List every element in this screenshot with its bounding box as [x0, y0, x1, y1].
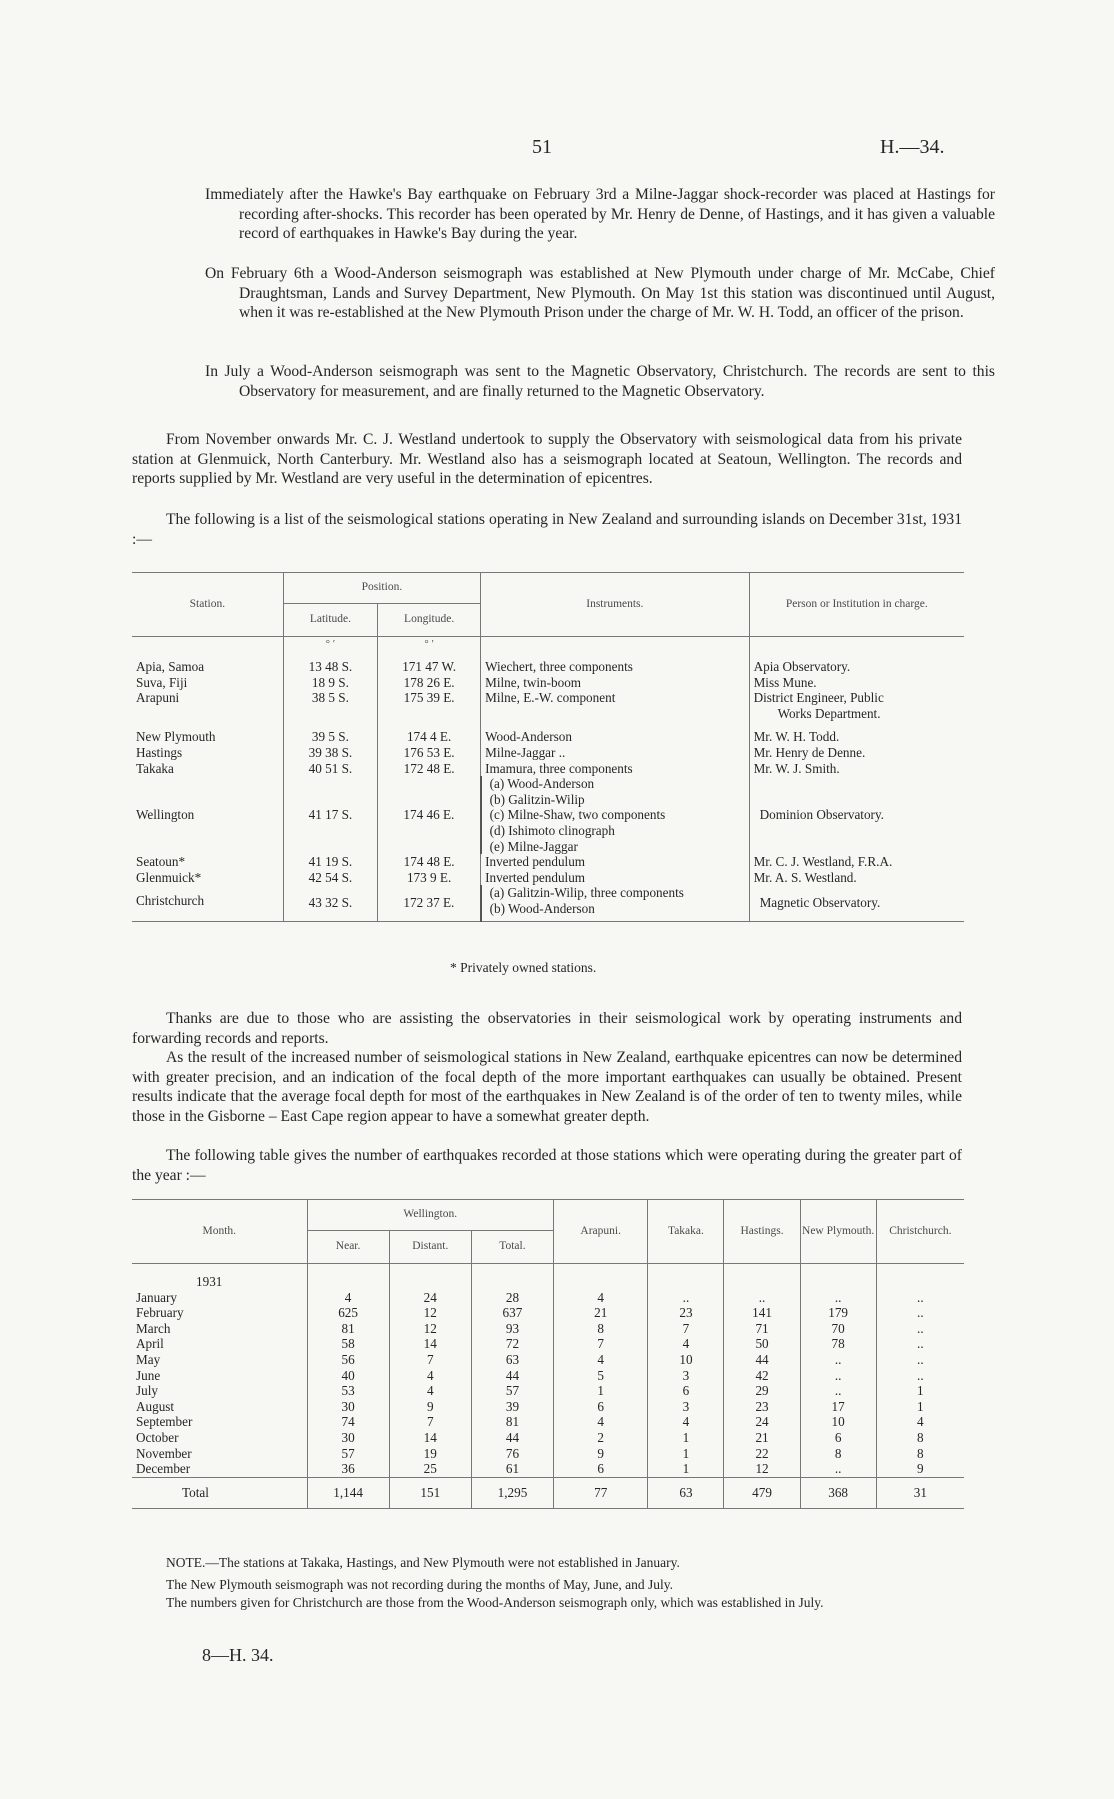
paragraph-station-list-intro: The following is a list of the seismological stations operating in New Zealand and surrounding islands on December 31st, 1931 :—	[132, 511, 962, 548]
station-instruments: Imamura, three components	[481, 761, 749, 777]
station-instruments: Milne-Jaggar ..	[481, 745, 749, 761]
total-cell: 44	[471, 1368, 553, 1384]
new-plymouth-cell: ..	[800, 1352, 876, 1368]
station-instruments	[481, 885, 749, 921]
table-row	[132, 1368, 964, 1384]
total-takaka: 63	[648, 1477, 724, 1508]
hastings-cell: 42	[724, 1368, 800, 1384]
table-row	[132, 1321, 964, 1337]
total-cell: 81	[471, 1414, 553, 1430]
note-1: NOTE.—The stations at Takaka, Hastings, and New Plymouth were not established in January.	[166, 1555, 680, 1570]
total-cell: 39	[471, 1399, 553, 1415]
total-cell: 76	[471, 1446, 553, 1462]
station-name: New Plymouth	[136, 729, 216, 745]
christchurch-cell: 8	[876, 1430, 964, 1446]
near-cell: 81	[307, 1321, 389, 1337]
station-instruments	[481, 776, 749, 854]
new-plymouth-cell: 70	[800, 1321, 876, 1337]
table-row	[132, 659, 964, 675]
station-person: Mr. C. J. Westland, F.R.A.	[749, 854, 964, 870]
month-cell: September	[136, 1414, 193, 1430]
station-latitude: 38 5 S.	[283, 690, 377, 721]
hastings-cell: 12	[724, 1461, 800, 1477]
hastings-cell: 22	[724, 1446, 800, 1462]
table-row	[132, 1305, 964, 1321]
instrument-line: (b) Wood-Anderson	[489, 900, 595, 916]
instrument-line: (c) Milne-Shaw, two components	[489, 807, 666, 823]
paragraph-hastings: Immediately after the Hawke's Bay earthquake on February 3rd a Milne-Jaggar shock-recorder was placed at Hastings for recording after-shocks. This recorder has been operated by Mr. Henry de Denne, of Hastings, and it has given a valuable record of earthquakes in Hawke's Bay during the year.	[205, 186, 995, 242]
table-row	[132, 1336, 964, 1352]
distant-cell: 14	[389, 1430, 471, 1446]
hastings-cell: 24	[724, 1414, 800, 1430]
header-month: Month.	[202, 1224, 237, 1237]
near-cell: 30	[307, 1430, 389, 1446]
hastings-cell: 44	[724, 1352, 800, 1368]
month-cell: November	[136, 1445, 192, 1461]
document-reference: H.—34.	[880, 136, 945, 158]
new-plymouth-cell: ..	[800, 1368, 876, 1384]
station-instruments: Inverted pendulum	[481, 870, 749, 886]
station-instruments: Inverted pendulum	[481, 854, 749, 870]
header-latitude: Latitude.	[283, 604, 377, 637]
near-cell: 625	[307, 1305, 389, 1321]
new-plymouth-cell: 10	[800, 1414, 876, 1430]
hastings-cell: 50	[724, 1336, 800, 1352]
christchurch-cell: 1	[876, 1383, 964, 1399]
total-cell: 28	[471, 1290, 553, 1306]
header-hastings: Hastings.	[724, 1200, 800, 1264]
note-3: The numbers given for Christchurch are those from the Wood-Anderson seismograph only, which was established in July.	[166, 1595, 824, 1610]
station-name: Glenmuick*	[136, 869, 202, 885]
near-cell: 53	[307, 1383, 389, 1399]
month-cell: December	[136, 1461, 191, 1477]
table-row	[132, 854, 964, 870]
station-latitude: 41 17 S.	[283, 776, 377, 854]
takaka-cell: 1	[648, 1446, 724, 1462]
station-longitude: 175 39 E.	[378, 690, 481, 721]
table-row	[132, 870, 964, 886]
instrument-line: (e) Milne-Jaggar	[489, 838, 578, 854]
hastings-cell: ..	[724, 1290, 800, 1306]
station-name: Hastings	[136, 744, 183, 760]
month-cell: August	[136, 1398, 175, 1414]
station-name: Arapuni	[136, 690, 180, 706]
station-instruments: Milne, E.-W. component	[481, 690, 749, 721]
new-plymouth-cell: 78	[800, 1336, 876, 1352]
station-name: Wellington	[136, 807, 195, 823]
christchurch-cell: 9	[876, 1461, 964, 1477]
takaka-cell: 23	[648, 1305, 724, 1321]
table-row	[132, 776, 964, 854]
station-latitude: 42 54 S.	[283, 870, 377, 886]
station-person: Apia Observatory.	[749, 659, 964, 675]
header-position: Position.	[283, 573, 480, 604]
paragraph-epicentres: As the result of the increased number of seismological stations in New Zealand, earthquake epicentres can now be determined with greater precision, and an indication of the focal depth of the more important earthquakes can usually be obtained. Present results indicate that the average focal depth for most of the earthquakes in New Zealand is of the order of ten to twenty miles, while those in the Gisborne – East Cape region appear to have a somewhat greater depth.	[132, 1049, 962, 1125]
new-plymouth-cell: 17	[800, 1399, 876, 1415]
christchurch-cell: ..	[876, 1290, 964, 1306]
header-station: Station.	[189, 597, 226, 610]
station-longitude: 172 48 E.	[378, 761, 481, 777]
near-cell: 36	[307, 1461, 389, 1477]
month-cell: July	[136, 1383, 158, 1399]
distant-cell: 4	[389, 1383, 471, 1399]
station-instruments: Wood-Anderson	[481, 721, 749, 745]
total-new-plymouth: 368	[800, 1477, 876, 1508]
station-person: Mr. W. J. Smith.	[749, 761, 964, 777]
hastings-cell: 141	[724, 1305, 800, 1321]
total-total: 1,295	[471, 1477, 553, 1508]
distant-cell: 25	[389, 1461, 471, 1477]
arapuni-cell: 5	[554, 1368, 648, 1384]
distant-cell: 7	[389, 1414, 471, 1430]
near-cell: 74	[307, 1414, 389, 1430]
station-longitude: 171 47 W.	[378, 659, 481, 675]
total-cell: 93	[471, 1321, 553, 1337]
station-name: Suva, Fiji	[136, 674, 188, 690]
table-row	[132, 1399, 964, 1415]
table-row	[132, 745, 964, 761]
total-arapuni: 77	[554, 1477, 648, 1508]
station-longitude: 176 53 E.	[378, 745, 481, 761]
total-distant: 151	[389, 1477, 471, 1508]
station-longitude: 173 9 E.	[378, 870, 481, 886]
header-takaka: Takaka.	[648, 1200, 724, 1264]
page-number: 51	[532, 136, 552, 158]
takaka-cell: 1	[648, 1461, 724, 1477]
station-longitude: 174 4 E.	[378, 721, 481, 745]
station-name: Takaka	[136, 760, 174, 776]
total-cell: 637	[471, 1305, 553, 1321]
instrument-line: (a) Galitzin-Wilip, three components	[489, 885, 684, 901]
note-2: The New Plymouth seismograph was not recording during the months of May, June, and July.	[166, 1577, 674, 1592]
arapuni-cell: 4	[554, 1290, 648, 1306]
takaka-cell: 1	[648, 1430, 724, 1446]
station-longitude: 174 46 E.	[378, 776, 481, 854]
new-plymouth-cell: ..	[800, 1383, 876, 1399]
takaka-cell: 4	[648, 1414, 724, 1430]
total-hastings: 479	[724, 1477, 800, 1508]
month-cell: October	[136, 1429, 179, 1445]
month-cell: February	[136, 1305, 184, 1321]
distant-cell: 7	[389, 1352, 471, 1368]
table-row	[132, 1430, 964, 1446]
total-cell: 61	[471, 1461, 553, 1477]
takaka-cell: 4	[648, 1336, 724, 1352]
near-cell: 56	[307, 1352, 389, 1368]
arapuni-cell: 7	[554, 1336, 648, 1352]
total-cell: 72	[471, 1336, 553, 1352]
month-cell: May	[136, 1351, 161, 1367]
latitude-units: ° ′	[283, 637, 377, 660]
station-latitude: 41 19 S.	[283, 854, 377, 870]
distant-cell: 19	[389, 1446, 471, 1462]
stations-footnote: * Privately owned stations.	[450, 960, 597, 975]
christchurch-cell: 4	[876, 1414, 964, 1430]
station-name: Seatoun*	[136, 854, 186, 870]
station-person: Miss Mune.	[749, 675, 964, 691]
station-person: Dominion Observatory.	[749, 776, 964, 854]
christchurch-cell: ..	[876, 1305, 964, 1321]
near-cell: 58	[307, 1336, 389, 1352]
takaka-cell: 7	[648, 1321, 724, 1337]
takaka-cell: 3	[648, 1399, 724, 1415]
arapuni-cell: 1	[554, 1383, 648, 1399]
table-row	[132, 675, 964, 691]
paragraph-thanks: Thanks are due to those who are assisting the observatories in their seismological work by operating instruments and forwarding records and reports.	[132, 1010, 962, 1047]
station-longitude: 174 48 E.	[378, 854, 481, 870]
station-latitude: 43 32 S.	[283, 885, 377, 921]
station-longitude: 178 26 E.	[378, 675, 481, 691]
month-cell: March	[136, 1320, 171, 1336]
paragraph-new-plymouth: On February 6th a Wood-Anderson seismograph was established at New Plymouth under charge of Mr. McCabe, Chief Draughtsman, Lands and Survey Department, New Plymouth. On May 1st this station was discontinued until August, when it was re-established at the New Plymouth Prison under the charge of Mr. W. H. Todd, an officer of the prison.	[205, 265, 995, 321]
table-total-row	[132, 1477, 964, 1508]
month-cell: April	[136, 1336, 164, 1352]
christchurch-cell: ..	[876, 1352, 964, 1368]
arapuni-cell: 9	[554, 1446, 648, 1462]
total-cell: 57	[471, 1383, 553, 1399]
station-name: Apia, Samoa	[136, 659, 205, 674]
total-christchurch: 31	[876, 1477, 964, 1508]
arapuni-cell: 8	[554, 1321, 648, 1337]
page-signature: 8—H. 34.	[202, 1645, 274, 1665]
station-person: Magnetic Observatory.	[749, 885, 964, 921]
near-cell: 4	[307, 1290, 389, 1306]
arapuni-cell: 4	[554, 1352, 648, 1368]
header-instruments: Instruments.	[481, 573, 749, 637]
christchurch-cell: 1	[876, 1399, 964, 1415]
header-arapuni: Arapuni.	[554, 1200, 648, 1264]
new-plymouth-cell: 179	[800, 1305, 876, 1321]
takaka-cell: ..	[648, 1290, 724, 1306]
total-label: Total	[182, 1484, 209, 1500]
month-cell: June	[136, 1367, 161, 1383]
station-latitude: 40 51 S.	[283, 761, 377, 777]
distant-cell: 14	[389, 1336, 471, 1352]
arapuni-cell: 21	[554, 1305, 648, 1321]
new-plymouth-cell: ..	[800, 1290, 876, 1306]
new-plymouth-cell: 6	[800, 1430, 876, 1446]
hastings-cell: 23	[724, 1399, 800, 1415]
near-cell: 57	[307, 1446, 389, 1462]
table-year: 1931	[196, 1274, 223, 1289]
station-instruments: Milne, twin-boom	[481, 675, 749, 691]
header-distant: Distant.	[389, 1231, 471, 1264]
station-longitude: 172 37 E.	[378, 885, 481, 921]
table-row	[132, 1446, 964, 1462]
hastings-cell: 71	[724, 1321, 800, 1337]
month-cell: January	[136, 1289, 178, 1305]
header-person: Person or Institution in charge.	[749, 573, 964, 637]
table-row	[132, 1383, 964, 1399]
distant-cell: 9	[389, 1399, 471, 1415]
station-person	[749, 690, 964, 721]
near-cell: 40	[307, 1368, 389, 1384]
header-longitude: Longitude.	[378, 604, 481, 637]
table-row	[132, 1414, 964, 1430]
total-near: 1,144	[307, 1477, 389, 1508]
station-latitude: 13 48 S.	[283, 659, 377, 675]
distant-cell: 24	[389, 1290, 471, 1306]
christchurch-cell: ..	[876, 1368, 964, 1384]
takaka-cell: 10	[648, 1352, 724, 1368]
table-row	[132, 721, 964, 745]
header-total: Total.	[471, 1231, 553, 1264]
distant-cell: 12	[389, 1321, 471, 1337]
new-plymouth-cell: ..	[800, 1461, 876, 1477]
paragraph-earthquake-table-intro: The following table gives the number of earthquakes recorded at those stations which were operating during the greater part of the year :—	[132, 1147, 962, 1184]
station-person: Mr. A. S. Westland.	[749, 870, 964, 886]
table-row	[132, 885, 964, 921]
christchurch-cell: 8	[876, 1446, 964, 1462]
hastings-cell: 29	[724, 1383, 800, 1399]
near-cell: 30	[307, 1399, 389, 1415]
header-new-plymouth: New Plymouth.	[800, 1200, 876, 1264]
header-near: Near.	[307, 1231, 389, 1264]
arapuni-cell: 2	[554, 1430, 648, 1446]
total-cell: 44	[471, 1430, 553, 1446]
person-line: Works Department.	[777, 705, 881, 721]
arapuni-cell: 6	[554, 1399, 648, 1415]
station-person: Mr. Henry de Denne.	[749, 745, 964, 761]
header-christchurch: Christchurch.	[876, 1200, 964, 1264]
arapuni-cell: 4	[554, 1414, 648, 1430]
distant-cell: 12	[389, 1305, 471, 1321]
station-person: Mr. W. H. Todd.	[749, 721, 964, 745]
arapuni-cell: 6	[554, 1461, 648, 1477]
station-latitude: 39 38 S.	[283, 745, 377, 761]
table-row	[132, 1461, 964, 1477]
takaka-cell: 6	[648, 1383, 724, 1399]
station-latitude: 39 5 S.	[283, 721, 377, 745]
table-row	[132, 1290, 964, 1306]
header-wellington: Wellington.	[307, 1200, 554, 1231]
station-instruments: Wiechert, three components	[481, 659, 749, 675]
person-line: District Engineer, Public	[753, 690, 884, 706]
table-row	[132, 761, 964, 777]
longitude-units: ° ′	[378, 637, 481, 660]
station-latitude: 18 9 S.	[283, 675, 377, 691]
hastings-cell: 21	[724, 1430, 800, 1446]
total-cell: 63	[471, 1352, 553, 1368]
earthquake-table	[132, 1199, 964, 1509]
distant-cell: 4	[389, 1368, 471, 1384]
instrument-line: (d) Ishimoto clinograph	[489, 822, 615, 838]
paragraph-christchurch: In July a Wood-Anderson seismograph was sent to the Magnetic Observatory, Christchurch. The records are sent to this Observatory for measurement, and are finally returned to the Magnetic Observatory.	[205, 363, 995, 400]
station-name: Christchurch	[136, 893, 205, 909]
paragraph-westland: From November onwards Mr. C. J. Westland undertook to supply the Observatory with seismological data from his private station at Glenmuick, North Canterbury. Mr. Westland also has a seismograph located at Seatoun, Wellington. The records and reports supplied by Mr. Westland are very useful in the determination of epicentres.	[132, 431, 962, 487]
table-row	[132, 1352, 964, 1368]
instrument-line: (b) Galitzin-Wilip	[489, 791, 585, 807]
christchurch-cell: ..	[876, 1336, 964, 1352]
table-row	[132, 690, 964, 721]
takaka-cell: 3	[648, 1368, 724, 1384]
new-plymouth-cell: 8	[800, 1446, 876, 1462]
stations-table	[132, 572, 964, 922]
instrument-line: (a) Wood-Anderson	[489, 776, 595, 792]
christchurch-cell: ..	[876, 1321, 964, 1337]
